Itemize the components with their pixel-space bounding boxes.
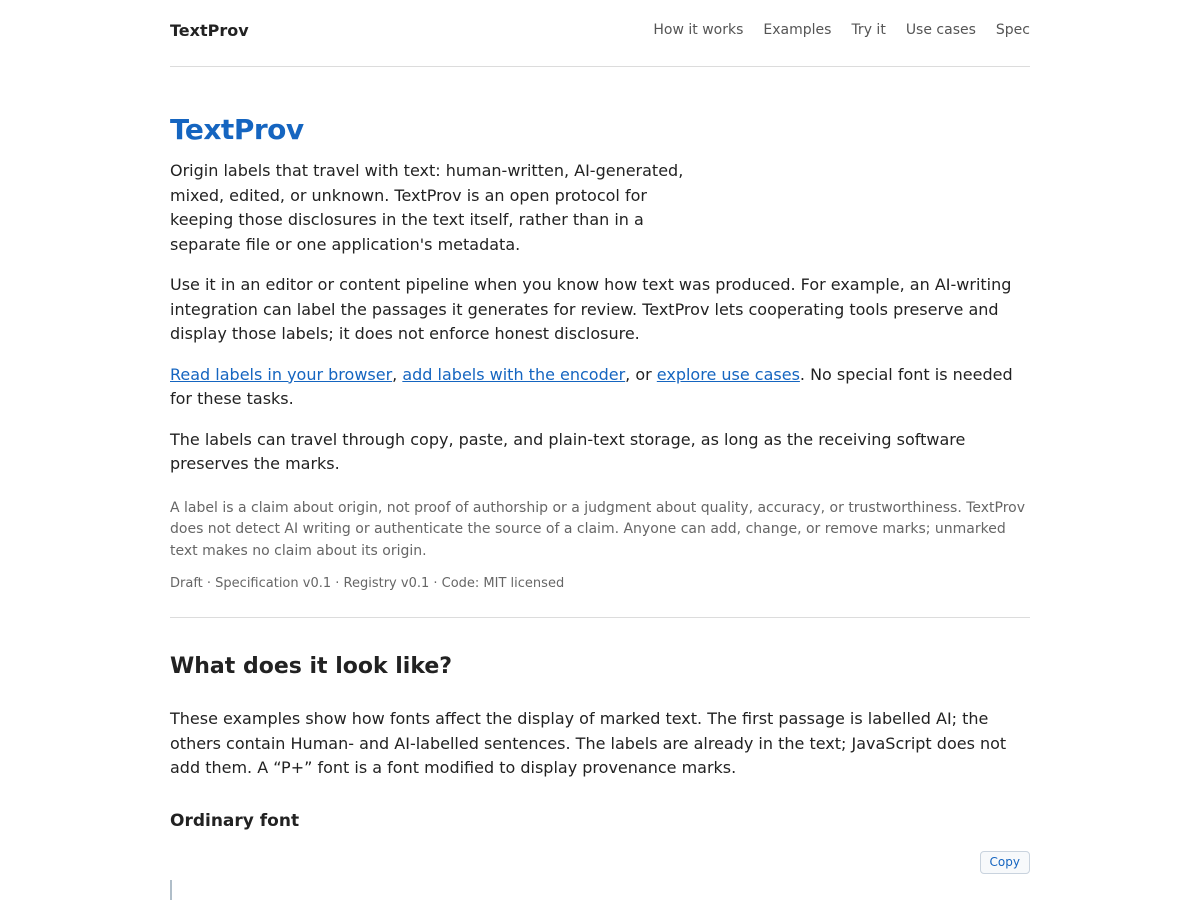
page <box>170 0 1030 900</box>
disclaimer-note: A label is a claim about origin, not proof of authorship or a judgment about quality, accuracy, or trustworthiness. TextProv does not detect AI writing or authenticate the source of a claim. Anyone can add, change, or remove marks; unmarked text makes no claim about its origin. <box>170 499 1026 559</box>
links-separator-2: , or <box>625 364 657 384</box>
examples-heading: What does it look like? <box>170 654 453 679</box>
lead-paragraph: Origin labels that travel with text: human-written, AI-generated, mixed, edited, or unknown. TextProv is an open protocol for keeping those disclosures in the text itself, rather than in a separate file or one application's metadata. <box>170 161 684 254</box>
nav-link-how-it-works[interactable]: How it works <box>653 22 744 38</box>
links-tail-text: . No special font is needed for these tasks. <box>170 364 1013 408</box>
examples-section <box>170 652 1030 900</box>
encoder-link[interactable]: add labels with the encoder <box>402 364 626 384</box>
status-line: Draft · Specification v0.1 · Registry v0.1 · Code: MIT licensed <box>170 576 565 591</box>
top-navigation-bar <box>170 0 1030 67</box>
sample-text-block <box>170 880 1030 900</box>
section-divider <box>170 617 1030 618</box>
copy-button[interactable]: Copy <box>980 851 1030 874</box>
ordinary-font-heading: Ordinary font <box>170 810 300 831</box>
examples-intro: These examples show how fonts affect the display of marked text. The first passage is labelled AI; the others contain Human- and AI-labelled sentences. The labels are already in the text; JavaScript does not add them. A “P+” font is a font modified to display provenance marks. <box>170 709 1007 777</box>
main-nav <box>653 22 1030 38</box>
nav-link-examples[interactable]: Examples <box>763 22 832 38</box>
links-paragraph <box>170 363 1030 412</box>
nav-link-try-it[interactable]: Try it <box>851 22 886 38</box>
hero-section <box>170 113 1030 594</box>
copy-row <box>170 851 1030 874</box>
travel-paragraph: The labels can travel through copy, paste, and plain-text storage, as long as the receiving software preserves the marks. <box>170 429 966 473</box>
links-separator-1: , <box>392 364 403 384</box>
page-title: TextProv <box>170 113 304 146</box>
read-labels-link[interactable]: Read labels in your browser <box>170 364 393 384</box>
nav-link-use-cases[interactable]: Use cases <box>905 22 976 38</box>
site-brand[interactable]: TextProv <box>170 20 249 40</box>
use-cases-link[interactable]: explore use cases <box>656 364 800 384</box>
nav-link-spec[interactable]: Spec <box>995 22 1030 38</box>
usage-paragraph: Use it in an editor or content pipeline when you know how text was produced. For example, an AI-writing integration can label the passages it generates for review. TextProv lets cooperating tools preserve and display those labels; it does not enforce honest disclosure. <box>170 275 1012 343</box>
